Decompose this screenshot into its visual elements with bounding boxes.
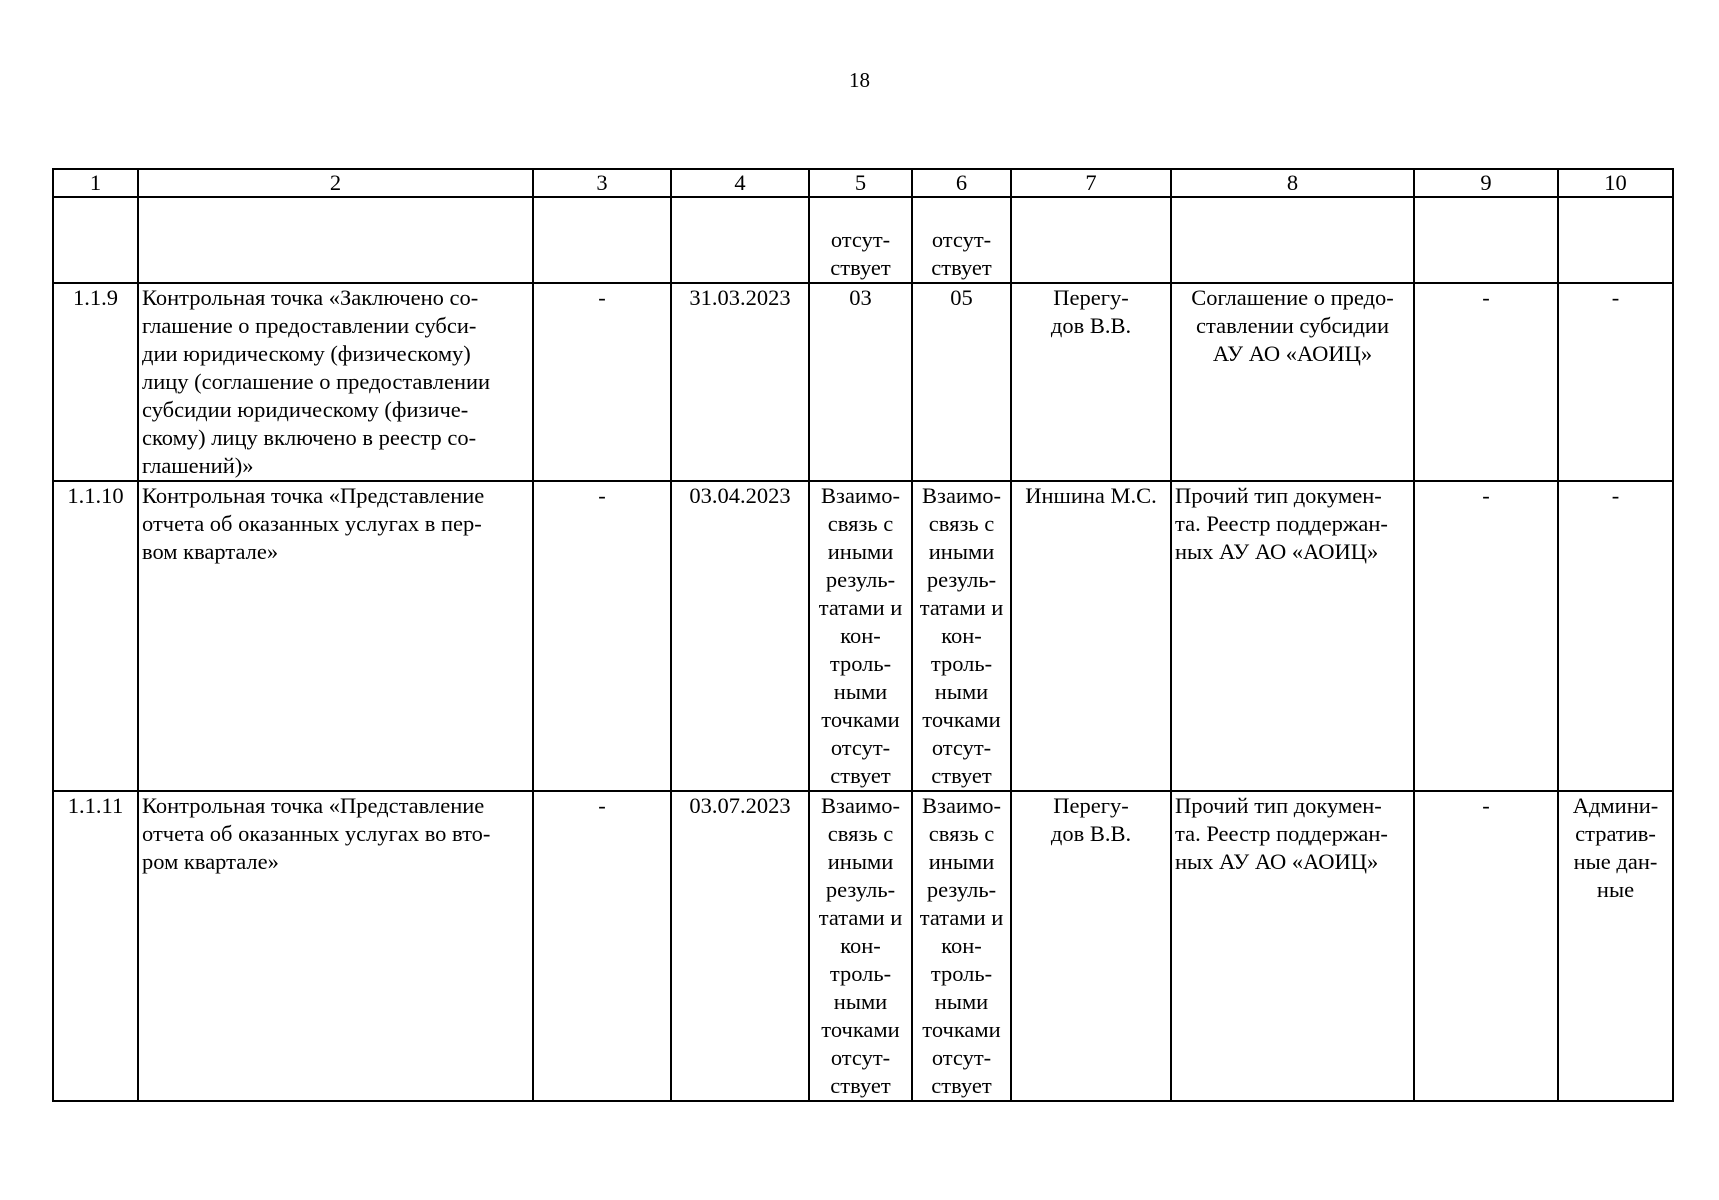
col10-cell: Админи- стратив- ные дан- ные xyxy=(1558,791,1673,1101)
col9-cell: - xyxy=(1414,283,1558,481)
column-header: 9 xyxy=(1414,169,1558,197)
table-cell xyxy=(1011,197,1171,283)
column-header: 6 xyxy=(912,169,1011,197)
control-points-table xyxy=(52,168,1674,1102)
date-cell: 03.07.2023 xyxy=(671,791,809,1101)
relation-cell: 03 xyxy=(809,283,912,481)
row-description: Контрольная точка «Заключено со- глашение о предоставлении субси- дии юридическому (физическому) лицу (соглашение о предоставлении субсидии юридическому (физиче- скому) лицу включено в реестр со- глашений)» xyxy=(138,283,533,481)
relation-cell: Взаимо- связь с иными резуль- татами и кон- троль- ными точками отсут- ствует xyxy=(912,481,1011,791)
responsible-cell: Перегу- дов В.В. xyxy=(1011,791,1171,1101)
col9-cell: - xyxy=(1414,791,1558,1101)
relation-cell: 05 xyxy=(912,283,1011,481)
date-cell: 03.04.2023 xyxy=(671,481,809,791)
column-header: 8 xyxy=(1171,169,1414,197)
column-header: 1 xyxy=(53,169,138,197)
document-cell: Прочий тип докумен- та. Реестр поддержан- ных АУ АО «АОИЦ» xyxy=(1171,791,1414,1101)
table-cell xyxy=(1414,197,1558,283)
row-number: 1.1.11 xyxy=(53,791,138,1101)
column-header: 2 xyxy=(138,169,533,197)
document-cell: Прочий тип докумен- та. Реестр поддержан- ных АУ АО «АОИЦ» xyxy=(1171,481,1414,791)
table-row xyxy=(53,283,1673,481)
relation-cell: отсут- ствует xyxy=(912,197,1011,283)
row-description: Контрольная точка «Представление отчета об оказанных услугах во вто- ром квартале» xyxy=(138,791,533,1101)
table-cell xyxy=(671,197,809,283)
table-cell xyxy=(1171,197,1414,283)
column-number-row xyxy=(53,169,1673,197)
column-header: 4 xyxy=(671,169,809,197)
relation-cell: отсут- ствует xyxy=(809,197,912,283)
col3-cell: - xyxy=(533,481,671,791)
row-number: 1.1.10 xyxy=(53,481,138,791)
column-header: 3 xyxy=(533,169,671,197)
col10-cell: - xyxy=(1558,481,1673,791)
relation-cell: Взаимо- связь с иными резуль- татами и кон- троль- ными точками отсут- ствует xyxy=(809,791,912,1101)
table-row xyxy=(53,481,1673,791)
table-row xyxy=(53,791,1673,1101)
relation-cell: Взаимо- связь с иными резуль- татами и кон- троль- ными точками отсут- ствует xyxy=(912,791,1011,1101)
col9-cell: - xyxy=(1414,481,1558,791)
table-cell xyxy=(533,197,671,283)
col3-cell: - xyxy=(533,283,671,481)
column-header: 5 xyxy=(809,169,912,197)
date-cell: 31.03.2023 xyxy=(671,283,809,481)
responsible-cell: Перегу- дов В.В. xyxy=(1011,283,1171,481)
table-cell xyxy=(53,197,138,283)
table-cell xyxy=(1558,197,1673,283)
document-cell: Соглашение о предо- ставлении субсидии АУ АО «АОИЦ» xyxy=(1171,283,1414,481)
col10-cell: - xyxy=(1558,283,1673,481)
table-cell xyxy=(138,197,533,283)
page-number: 18 xyxy=(849,68,870,92)
responsible-cell: Иншина М.С. xyxy=(1011,481,1171,791)
relation-cell: Взаимо- связь с иными резуль- татами и кон- троль- ными точками отсут- ствует xyxy=(809,481,912,791)
row-number: 1.1.9 xyxy=(53,283,138,481)
table-row-continuation xyxy=(53,197,1673,283)
column-header: 10 xyxy=(1558,169,1673,197)
column-header: 7 xyxy=(1011,169,1171,197)
row-description: Контрольная точка «Представление отчета об оказанных услугах в пер- вом квартале» xyxy=(138,481,533,791)
col3-cell: - xyxy=(533,791,671,1101)
